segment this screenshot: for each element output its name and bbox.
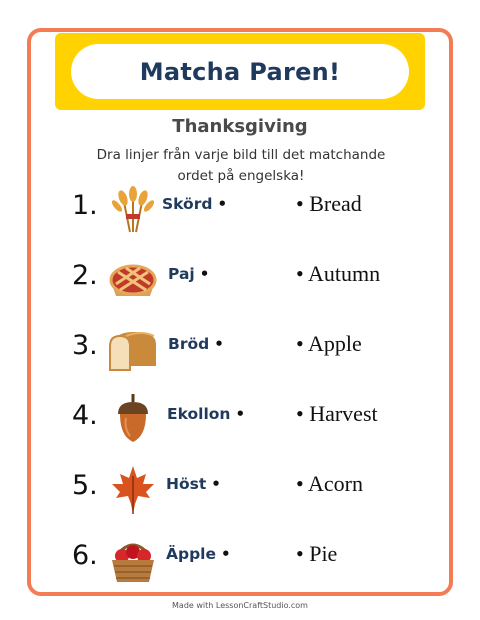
match-row-1 [0,180,480,240]
item-number: 6. [72,540,98,571]
item-number: 4. [72,400,98,431]
match-row-2 [0,250,480,310]
english-answer: • Bread [296,191,362,216]
match-row-6 [0,530,480,590]
item-number: 1. [72,190,98,221]
english-answer: • Harvest [296,401,378,426]
instruction-line-1: Dra linjer från varje bild till det matchande [96,147,386,163]
item-number: 3. [72,330,98,361]
match-row-3 [0,320,480,380]
acorn-icon [106,392,160,446]
item-number: 5. [72,470,98,501]
bread-loaf-icon [106,322,160,376]
item-number: 2. [72,260,98,291]
swedish-word: Äpple • [166,545,231,563]
footer-credit: Made with LessonCraftStudio.com [172,601,308,610]
swedish-word: Bröd • [168,335,224,353]
english-answer: • Apple [296,331,362,356]
apple-basket-icon [106,532,160,586]
english-answer: • Acorn [296,471,363,496]
wheat-sheaf-icon [106,182,160,236]
title-pill [71,44,409,99]
page-title: Matcha Paren! [139,57,341,86]
pie-icon [106,252,160,306]
swedish-word: Ekollon • [167,405,246,423]
instruction-line-2: ordet på engelska! [177,168,305,184]
english-answer: • Pie [296,541,338,566]
swedish-word: Höst • [166,475,221,493]
worksheet-subtitle: Thanksgiving [172,116,308,137]
swedish-word: Skörd • [162,195,228,213]
maple-leaf-icon [106,462,160,516]
english-answer: • Autumn [296,261,381,286]
match-row-4 [0,390,480,450]
swedish-word: Paj • [168,265,210,283]
match-row-5 [0,460,480,520]
